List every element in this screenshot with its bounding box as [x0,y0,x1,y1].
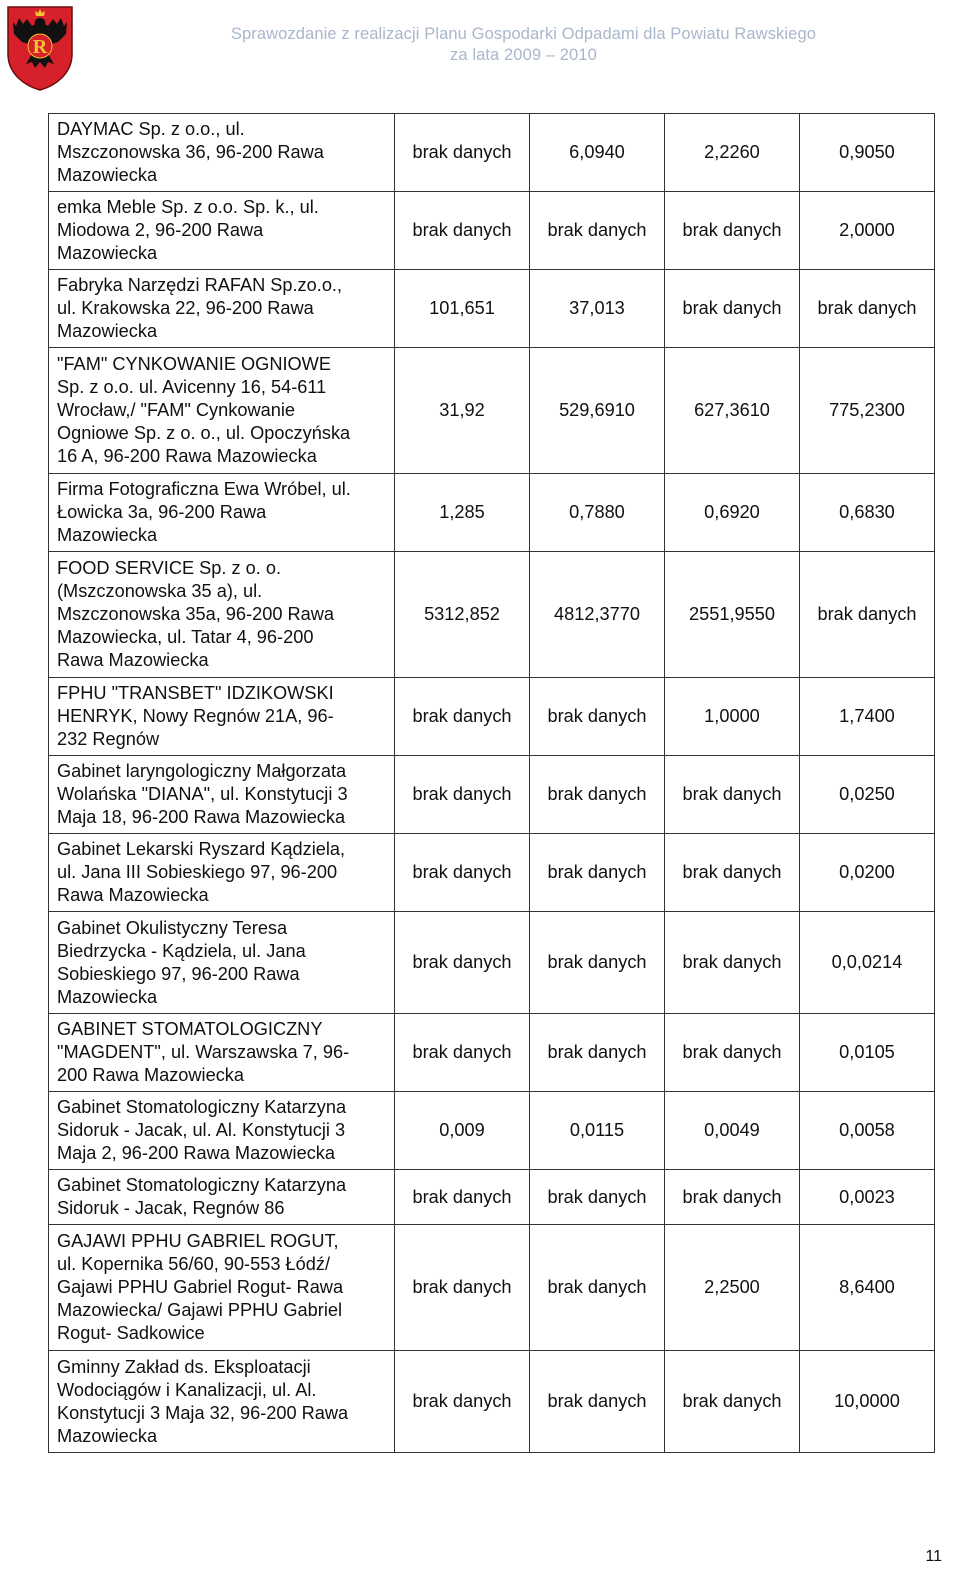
value-cell-3: brak danych [665,270,800,348]
document-title [231,24,816,66]
company-name-cell: Gminny Zakład ds. Eksploatacji Wodociągów i Kanalizacji, ul. Al. Konstytucji 3 Maja 32, 96-200 Rawa Mazowiecka [49,1351,395,1453]
value-cell-1: brak danych [395,912,530,1014]
value-cell-4: 775,2300 [800,348,935,474]
value-cell-2: brak danych [530,834,665,912]
value-cell-4: 0,0058 [800,1092,935,1170]
value-cell-1: brak danych [395,114,530,192]
table-row [49,552,935,678]
value-cell-2: 37,013 [530,270,665,348]
company-name-cell: DAYMAC Sp. z o.o., ul. Mszczonowska 36, 96-200 Rawa Mazowiecka [49,114,395,192]
value-cell-4: 0,0250 [800,756,935,834]
company-name-cell: Gabinet Stomatologiczny Katarzyna Sidoruk - Jacak, ul. Al. Konstytucji 3 Maja 2, 96-200 Rawa Mazowiecka [49,1092,395,1170]
company-name-cell: Gabinet laryngologiczny Małgorzata Wolańska "DIANA", ul. Konstytucji 3 Maja 18, 96-200 Rawa Mazowiecka [49,756,395,834]
value-cell-3: 1,0000 [665,678,800,756]
value-cell-2: brak danych [530,1351,665,1453]
table-row [49,114,935,192]
value-cell-3: 627,3610 [665,348,800,474]
value-cell-2: 0,0115 [530,1092,665,1170]
company-name-cell: FOOD SERVICE Sp. z o. o. (Mszczonowska 35 a), ul. Mszczonowska 35a, 96-200 Rawa Mazowiecka, ul. Tatar 4, 96-200 Rawa Mazowiecka [49,552,395,678]
value-cell-4: brak danych [800,552,935,678]
value-cell-1: 31,92 [395,348,530,474]
company-name-cell: "FAM" CYNKOWANIE OGNIOWE Sp. z o.o. ul. Avicenny 16, 54-611 Wrocław,/ "FAM" Cynkowanie Ogniowe Sp. z o. o., ul. Opoczyńska 16 A, 96-200 Rawa Mazowiecka [49,348,395,474]
table-row [49,756,935,834]
value-cell-1: 101,651 [395,270,530,348]
company-name-cell: Firma Fotograficzna Ewa Wróbel, ul. Łowicka 3a, 96-200 Rawa Mazowiecka [49,474,395,552]
value-cell-2: brak danych [530,192,665,270]
value-cell-1: brak danych [395,756,530,834]
value-cell-3: 2,2260 [665,114,800,192]
value-cell-2: brak danych [530,1170,665,1225]
value-cell-2: 6,0940 [530,114,665,192]
table-row [49,1225,935,1351]
value-cell-2: 529,6910 [530,348,665,474]
value-cell-1: brak danych [395,1225,530,1351]
company-name-cell: emka Meble Sp. z o.o. Sp. k., ul. Miodowa 2, 96-200 Rawa Mazowiecka [49,192,395,270]
value-cell-1: brak danych [395,1351,530,1453]
table-row [49,348,935,474]
value-cell-3: brak danych [665,1170,800,1225]
company-name-cell: GABINET STOMATOLOGICZNY "MAGDENT", ul. Warszawska 7, 96- 200 Rawa Mazowiecka [49,1014,395,1092]
value-cell-2: brak danych [530,1014,665,1092]
value-cell-4: 0,9050 [800,114,935,192]
value-cell-4: 2,0000 [800,192,935,270]
coat-of-arms-icon [5,4,75,92]
value-cell-4: 0,0105 [800,1014,935,1092]
value-cell-3: 2,2500 [665,1225,800,1351]
value-cell-3: 0,6920 [665,474,800,552]
value-cell-1: brak danych [395,678,530,756]
document-title-line1: Sprawozdanie z realizacji Planu Gospodarki Odpadami dla Powiatu Rawskiego [230,25,816,43]
table-row [49,1170,935,1225]
value-cell-4: brak danych [800,270,935,348]
value-cell-3: brak danych [665,912,800,1014]
value-cell-3: brak danych [665,756,800,834]
value-cell-4: 8,6400 [800,1225,935,1351]
value-cell-4: 0,0023 [800,1170,935,1225]
company-name-cell: Gabinet Okulistyczny Teresa Biedrzycka - Kądziela, ul. Jana Sobieskiego 97, 96-200 Rawa Mazowiecka [49,912,395,1014]
company-name-cell: Gabinet Stomatologiczny Katarzyna Sidoruk - Jacak, Regnów 86 [49,1170,395,1225]
value-cell-4: 1,7400 [800,678,935,756]
value-cell-2: 0,7880 [530,474,665,552]
table-body [49,114,935,1453]
table-row [49,912,935,1014]
svg-text:R: R [32,36,48,58]
value-cell-1: 0,009 [395,1092,530,1170]
value-cell-1: brak danych [395,192,530,270]
value-cell-4: 0,6830 [800,474,935,552]
table-row [49,192,935,270]
table-row [49,1014,935,1092]
value-cell-1: 1,285 [395,474,530,552]
value-cell-3: 0,0049 [665,1092,800,1170]
value-cell-3: brak danych [665,834,800,912]
value-cell-1: brak danych [395,834,530,912]
value-cell-2: brak danych [530,678,665,756]
value-cell-1: 5312,852 [395,552,530,678]
document-title-line2: za lata 2009 – 2010 [450,46,597,64]
data-table [48,113,935,1453]
page-header [0,0,960,100]
value-cell-3: brak danych [665,1351,800,1453]
table-row [49,1351,935,1453]
value-cell-2: brak danych [530,756,665,834]
company-name-cell: Fabryka Narzędzi RAFAN Sp.zo.o., ul. Krakowska 22, 96-200 Rawa Mazowiecka [49,270,395,348]
table-row [49,678,935,756]
page-number: 11 [925,1548,942,1565]
value-cell-3: brak danych [665,1014,800,1092]
table-row [49,474,935,552]
value-cell-2: 4812,3770 [530,552,665,678]
company-name-cell: Gabinet Lekarski Ryszard Kądziela, ul. Jana III Sobieskiego 97, 96-200 Rawa Mazowiecka [49,834,395,912]
value-cell-1: brak danych [395,1014,530,1092]
company-name-cell: FPHU "TRANSBET" IDZIKOWSKI HENRYK, Nowy Regnów 21A, 96- 232 Regnów [49,678,395,756]
value-cell-4: 0,0,0214 [800,912,935,1014]
table-row [49,1092,935,1170]
value-cell-2: brak danych [530,1225,665,1351]
value-cell-1: brak danych [395,1170,530,1225]
value-cell-4: 0,0200 [800,834,935,912]
value-cell-3: brak danych [665,192,800,270]
table-row [49,270,935,348]
table-row [49,834,935,912]
value-cell-2: brak danych [530,912,665,1014]
company-name-cell: GAJAWI PPHU GABRIEL ROGUT, ul. Kopernika 56/60, 90-553 Łódź/ Gajawi PPHU Gabriel Rogut- Rawa Mazowiecka/ Gajawi PPHU Gabriel Rogut- Sadkowice [49,1225,395,1351]
value-cell-4: 10,0000 [800,1351,935,1453]
value-cell-3: 2551,9550 [665,552,800,678]
